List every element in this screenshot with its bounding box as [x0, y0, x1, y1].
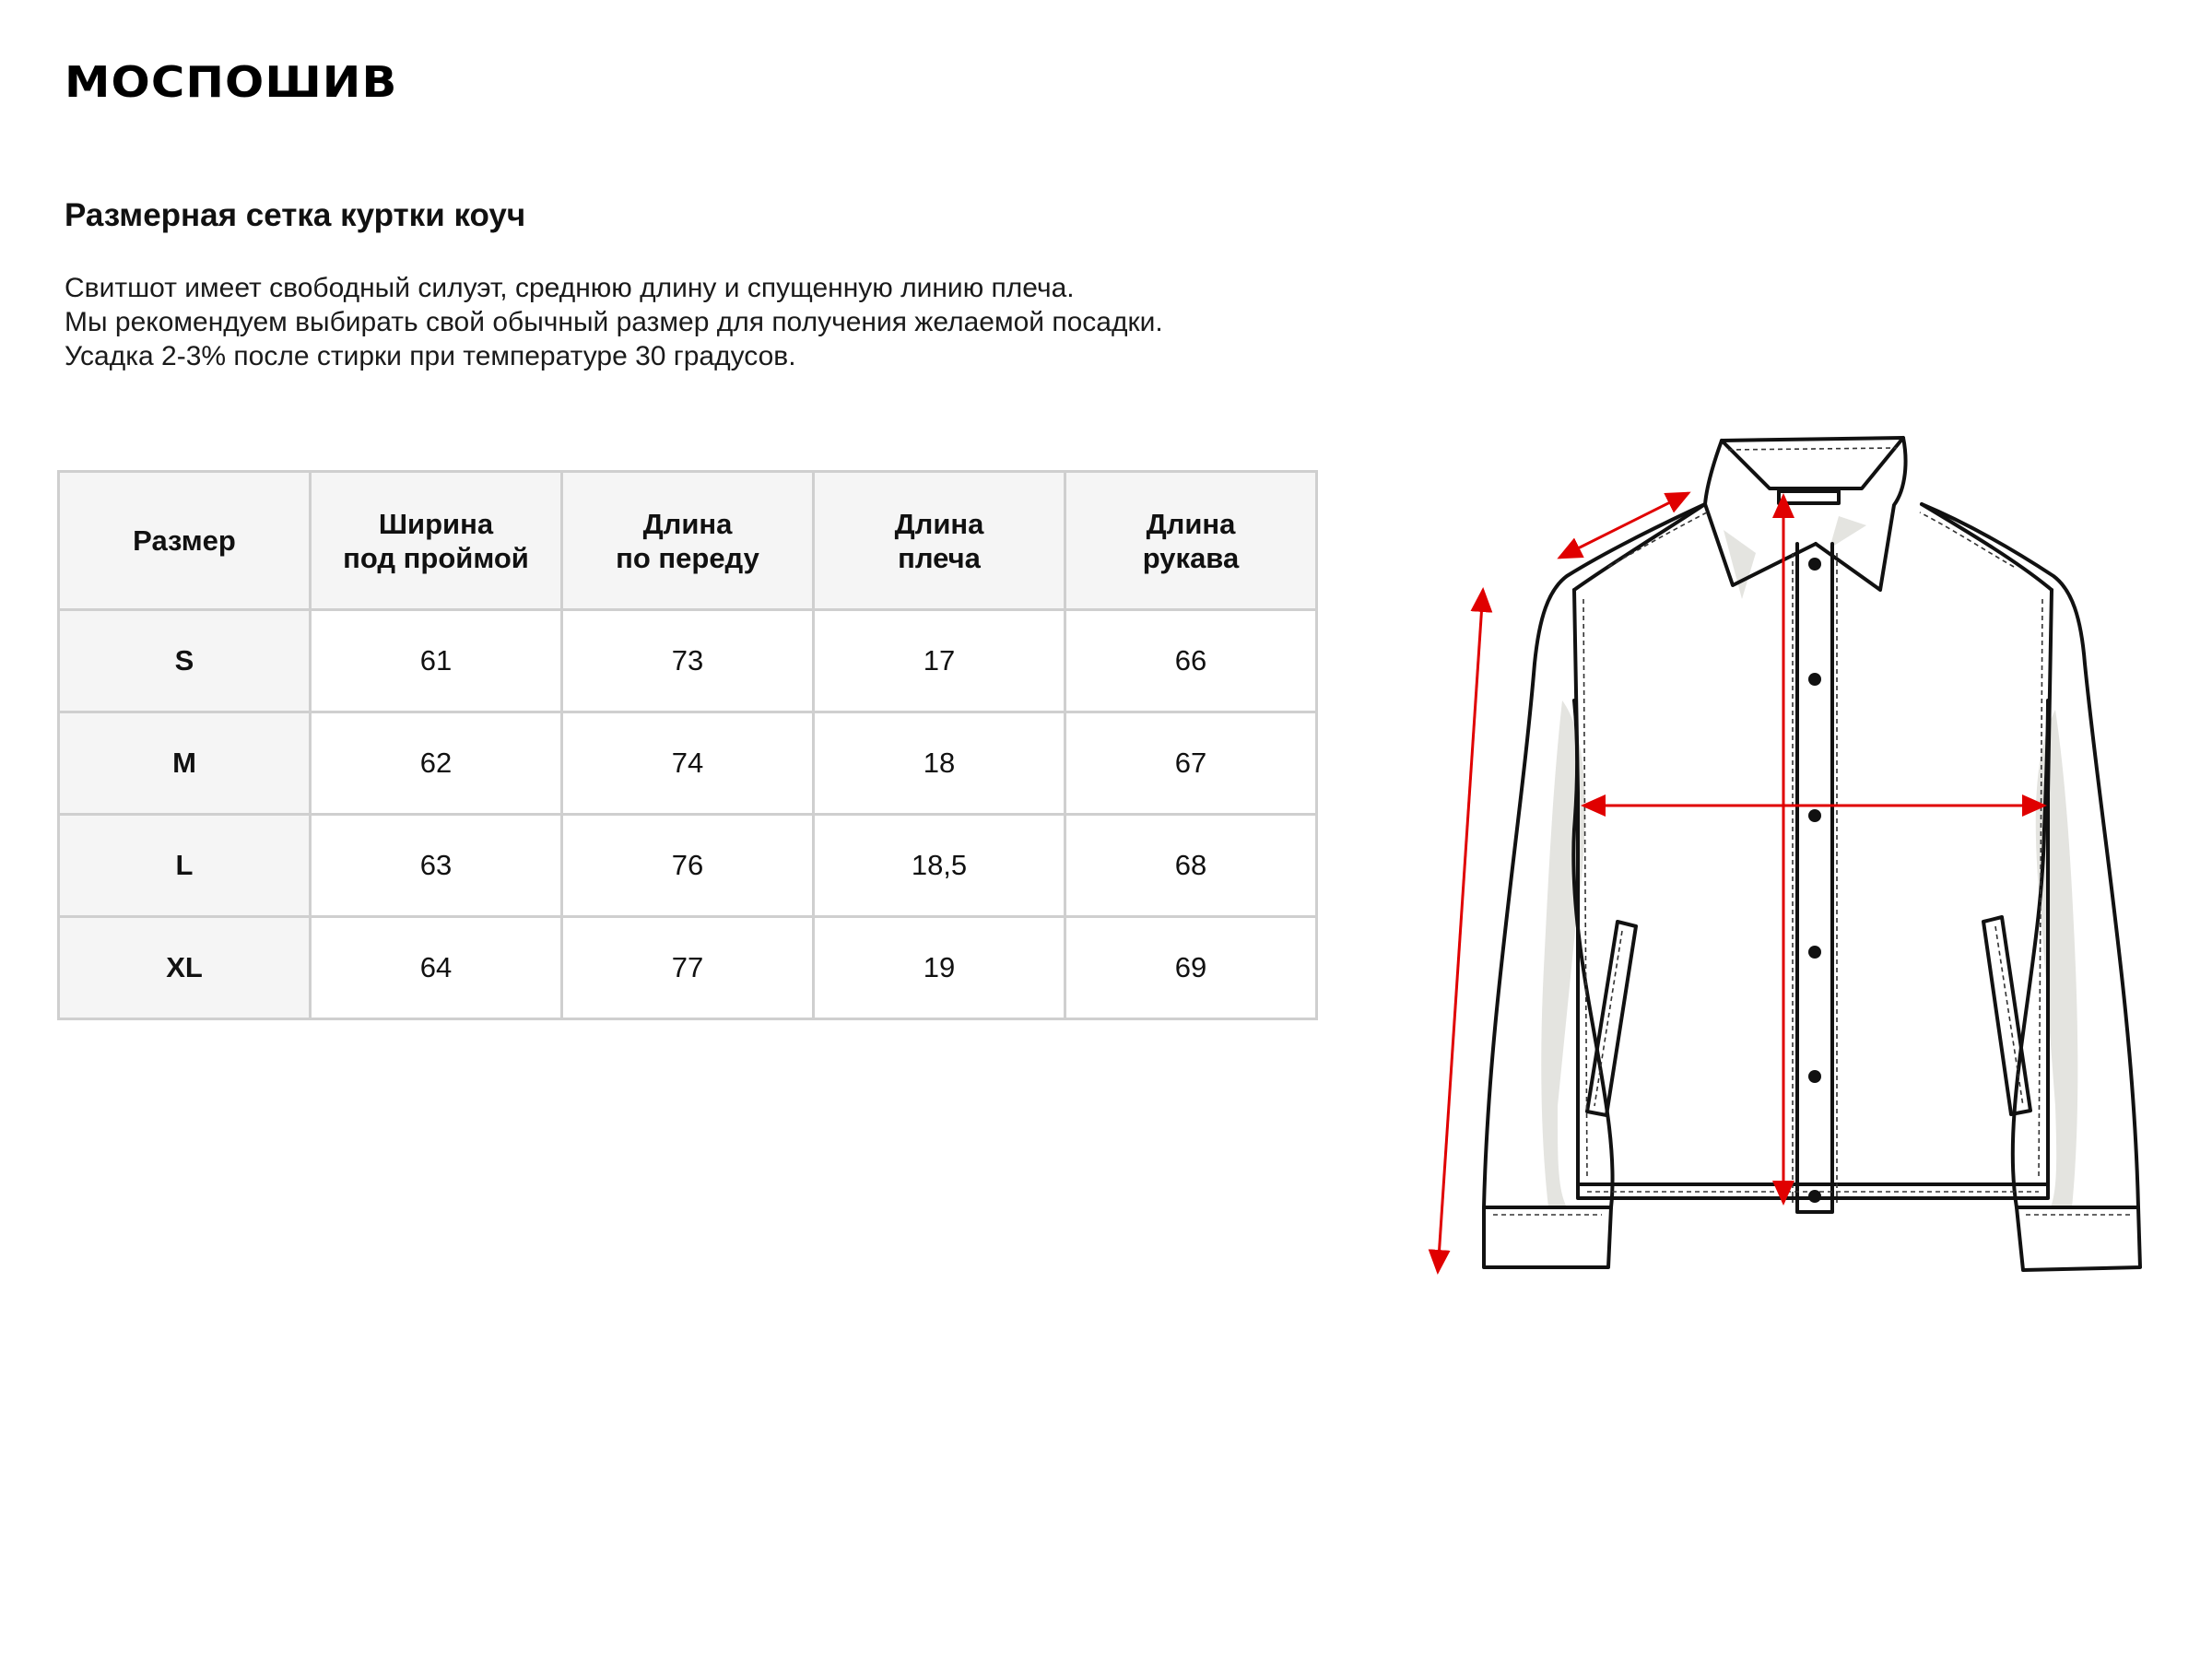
table-header-row [59, 472, 1317, 610]
table-cell: 77 [562, 917, 814, 1019]
header-chest-width: Ширина под проймой [311, 472, 562, 610]
table-cell: 67 [1065, 712, 1317, 815]
size-chart-table [57, 470, 1318, 1020]
header-shoulder-length: Длина плеча [814, 472, 1065, 610]
size-cell: M [59, 712, 311, 815]
description-line: Усадка 2-3% после стирки при температуре 30 градусов. [65, 341, 796, 371]
table-cell: 19 [814, 917, 1065, 1019]
table-row [59, 815, 1317, 917]
description-line: Свитшот имеет свободный силуэт, среднюю длину и спущенную линию плеча. [65, 273, 1075, 303]
garment-shading [1541, 516, 2077, 1207]
size-cell: S [59, 610, 311, 712]
brand-logo: МОСПОШИВ [65, 57, 398, 107]
coach-jacket-flat-sketch-icon [1382, 415, 2175, 1300]
table-row [59, 610, 1317, 712]
table-cell: 62 [311, 712, 562, 815]
description [65, 271, 1163, 373]
table-cell: 68 [1065, 815, 1317, 917]
table-cell: 64 [311, 917, 562, 1019]
sleeve-length-arrow [1438, 590, 1483, 1272]
page-title: Размерная сетка куртки коуч [65, 197, 526, 233]
snap-buttons [1808, 558, 1821, 1203]
header-size: Размер [59, 472, 311, 610]
header-front-length: Длина по переду [562, 472, 814, 610]
measurement-arrows [1438, 493, 2044, 1272]
table-cell: 69 [1065, 917, 1317, 1019]
size-cell: XL [59, 917, 311, 1019]
table-cell: 18 [814, 712, 1065, 815]
table-cell: 66 [1065, 610, 1317, 712]
table-row [59, 712, 1317, 815]
table-cell: 17 [814, 610, 1065, 712]
table-cell: 76 [562, 815, 814, 917]
size-cell: L [59, 815, 311, 917]
table-cell: 74 [562, 712, 814, 815]
table-cell: 18,5 [814, 815, 1065, 917]
header-sleeve-length: Длина рукава [1065, 472, 1317, 610]
table-cell: 73 [562, 610, 814, 712]
table-cell: 63 [311, 815, 562, 917]
jacket-diagram [1382, 415, 2175, 1304]
table-cell: 61 [311, 610, 562, 712]
description-line: Мы рекомендуем выбирать свой обычный размер для получения желаемой посадки. [65, 307, 1163, 337]
table-row [59, 917, 1317, 1019]
